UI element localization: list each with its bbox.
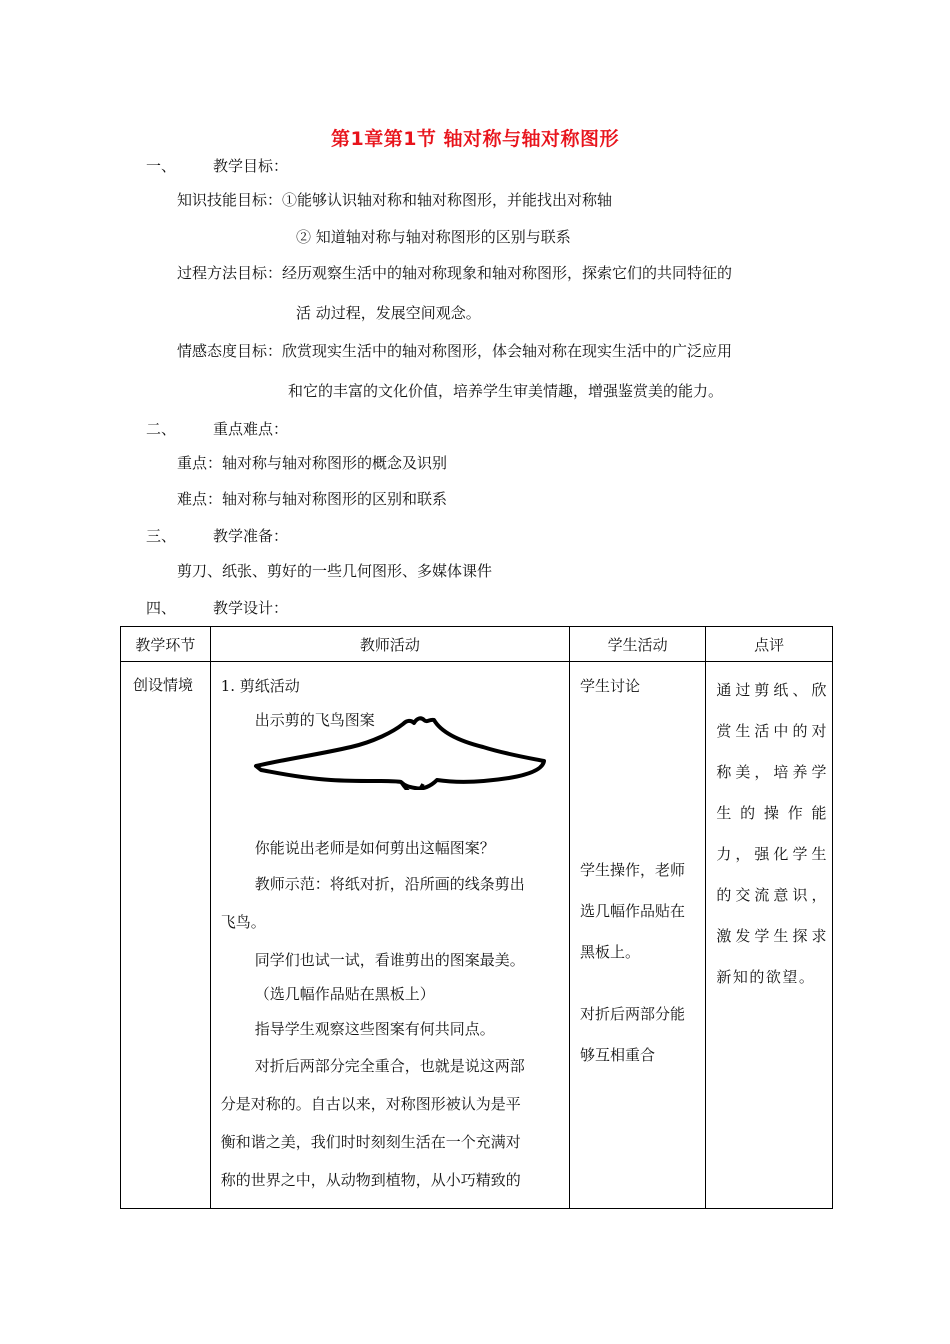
process-objective-line-1: 过程方法目标：经历观察生活中的轴对称现象和轴对称图形，探索它们的共同特征的 bbox=[177, 264, 733, 282]
section-1-label: 教学目标： bbox=[213, 157, 289, 175]
process-objective-line-2: 活 动过程，发展空间观念。 bbox=[296, 304, 481, 322]
student-op-line-3: 黑板上。 bbox=[579, 943, 640, 961]
bird-outline bbox=[256, 718, 544, 788]
teacher-try: 同学们也试一试，看谁剪出的图案最美。 bbox=[254, 951, 525, 969]
section-4-label: 教学设计： bbox=[213, 599, 289, 617]
teacher-activity-cell bbox=[210, 662, 569, 1209]
teacher-show-pattern: 出示剪的飞鸟图案 bbox=[254, 711, 375, 729]
stage-cell: 创设情境 bbox=[121, 662, 211, 1209]
student-op-line-2: 选几幅作品贴在 bbox=[579, 902, 685, 920]
teacher-item-title: 1. 剪纸活动 bbox=[220, 677, 300, 695]
page-title: 第1章第1节 轴对称与轴对称图形 bbox=[330, 128, 620, 150]
header-teacher-activity: 教师活动 bbox=[210, 627, 569, 662]
bird-paper-cut-image bbox=[251, 714, 551, 790]
teaching-design-table bbox=[120, 626, 833, 1209]
header-comment: 点评 bbox=[706, 627, 833, 662]
emotion-objective-line-2: 和它的丰富的文化价值，培养学生审美情趣，增强鉴赏美的能力。 bbox=[288, 382, 724, 400]
teacher-question: 你能说出老师是如何剪出这幅图案？ bbox=[254, 839, 495, 857]
table-row bbox=[121, 662, 833, 1209]
preparation-text: 剪刀、纸张、剪好的一些几何图形、多媒体课件 bbox=[177, 562, 493, 580]
student-fold-line-1: 对折后两部分能 bbox=[579, 1005, 685, 1023]
section-2-label: 重点难点： bbox=[213, 420, 289, 438]
student-op-line-1: 学生操作，老师 bbox=[579, 861, 685, 879]
student-discuss: 学生讨论 bbox=[579, 677, 640, 695]
student-fold-line-2: 够互相重合 bbox=[579, 1046, 655, 1064]
knowledge-objective-line-2: ② 知道轴对称与轴对称图形的区别与联系 bbox=[296, 228, 571, 246]
teacher-guide: 指导学生观察这些图案有何共同点。 bbox=[254, 1020, 495, 1038]
teacher-demo-line-1: 教师示范：将纸对折，沿所画的线条剪出 bbox=[254, 875, 525, 893]
section-3-number: 三、 bbox=[146, 527, 177, 545]
section-2-number: 二、 bbox=[146, 420, 177, 438]
teacher-para-line-3: 衡和谐之美，我们时时刻刻生活在一个充满对 bbox=[220, 1133, 521, 1151]
teacher-demo-line-2: 飞鸟。 bbox=[220, 913, 266, 931]
teacher-para-line-1: 对折后两部分完全重合，也就是说这两部 bbox=[254, 1057, 525, 1075]
knowledge-objective-line-1: 知识技能目标：①能够认识轴对称和轴对称图形，并能找出对称轴 bbox=[177, 191, 613, 209]
comment-cell: 通过剪纸、欣赏生活中的对称美，培养学生的操作能力，强化学生的交流意识，激发学生探求新知的欲望。 bbox=[706, 662, 833, 1209]
header-student-activity: 学生活动 bbox=[569, 627, 705, 662]
table-header-row bbox=[121, 627, 833, 662]
difficulty-point: 难点：轴对称与轴对称图形的区别和联系 bbox=[177, 490, 448, 508]
student-activity-cell bbox=[569, 662, 705, 1209]
teacher-para-line-2: 分是对称的。自古以来，对称图形被认为是平 bbox=[220, 1095, 521, 1113]
section-3-label: 教学准备： bbox=[213, 527, 289, 545]
emotion-objective-line-1: 情感态度目标：欣赏现实生活中的轴对称图形，体会轴对称在现实生活中的广泛应用 bbox=[177, 342, 733, 360]
teacher-select: （选几幅作品贴在黑板上） bbox=[254, 985, 435, 1003]
teacher-para-line-4: 称的世界之中，从动物到植物，从小巧精致的 bbox=[220, 1171, 521, 1189]
section-1-number: 一、 bbox=[146, 157, 177, 175]
section-4-number: 四、 bbox=[146, 599, 177, 617]
focus-point: 重点：轴对称与轴对称图形的概念及识别 bbox=[177, 454, 448, 472]
header-stage: 教学环节 bbox=[121, 627, 211, 662]
